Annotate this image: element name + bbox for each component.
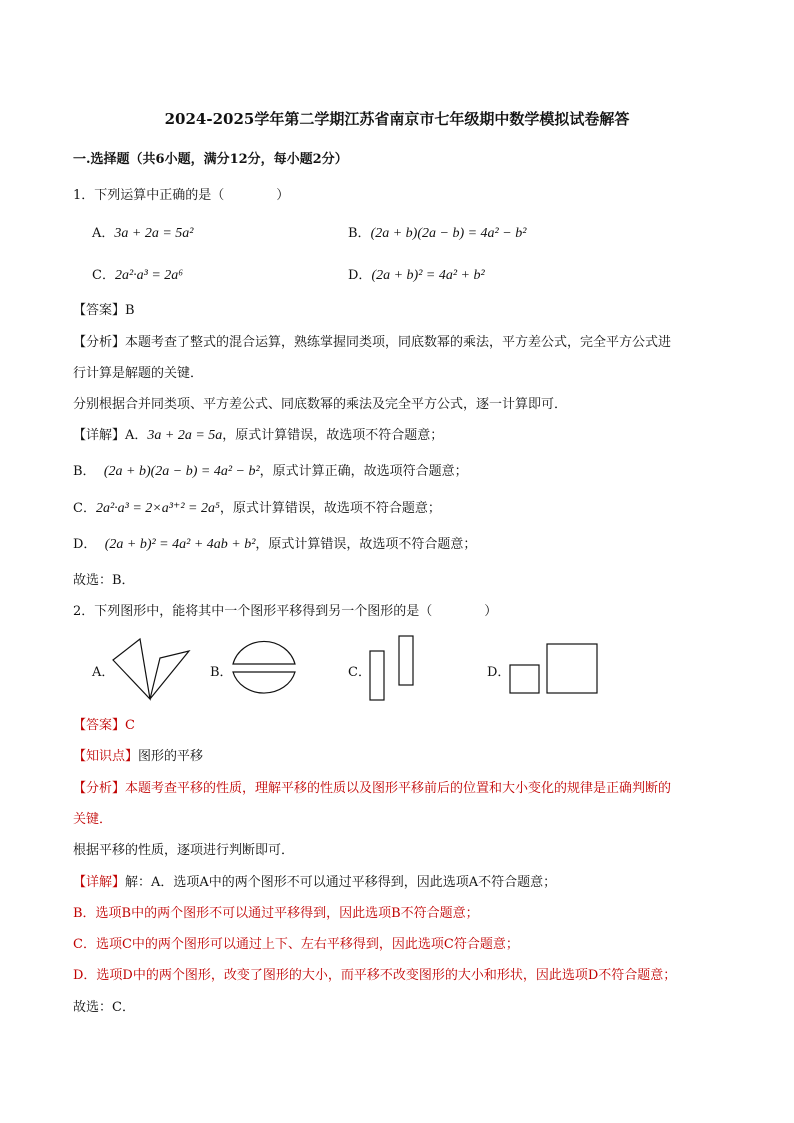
section-heading: 一.选择题（共6小题，满分12分，每小题2分） [73,152,348,167]
q2-analysis-line2: 关键． [73,812,113,827]
page-title: 2024-2025学年第二学期江苏省南京市七年级期中数学模拟试卷解答 [164,110,630,128]
q1-conclusion: 故选：B． [73,573,135,588]
q1-option-a: A．3a + 2a = 5a² [92,226,194,241]
q1-option-c-math: 2a²·a³ = 2a⁶ [114,268,184,283]
q1-answer: 【答案】B [73,303,135,318]
q2-figure-c-label: C． [348,665,371,680]
q1-option-b: B．(2a + b)(2a − b) = 4a² − b² [348,226,527,241]
q2-detail-b: B．选项B中的两个图形不可以通过平移得到，因此选项B不符合题意； [73,906,479,921]
q1-analysis-line3: 分别根据合并同类项、平方差公式、同底数幂的乘法及完全平方公式，逐一计算即可． [73,397,568,412]
q2-figure-d [508,642,600,696]
q1-option-c: C．2a²·a³ = 2a⁶ [92,268,184,283]
q2-analysis-line1: 【分析】本题考查平移的性质，理解平移的性质以及图形平移前后的位置和大小变化的规律是正确判断的 [73,781,672,796]
q2-stem: 2．下列图形中，能将其中一个图形平移得到另一个图形的是（ ） [73,604,498,619]
q1-option-d: D．(2a + b)² = 4a² + b² [348,268,485,283]
q2-answer: 【答案】C [73,718,135,733]
q1-detail-c: C．2a²·a³ = 2×a³⁺² = 2a⁵，原式计算错误，故选项不符合题意； [73,501,441,516]
q2-detail-c: C．选项C中的两个图形可以通过上下、左右平移得到，因此选项C符合题意； [73,937,519,952]
q2-figure-b-label: B． [210,665,233,680]
q1-option-d-math: (2a + b)² = 4a² + b² [371,268,485,283]
q1-detail-d: D． (2a + b)² = 4a² + 4ab + b²，原式计算错误，故选项不符合题意； [73,537,477,552]
q2-figure-d-label: D． [487,665,511,680]
q1-option-b-math: (2a + b)(2a − b) = 4a² − b² [370,226,527,241]
q1-stem: 1．下列运算中正确的是（ ） [73,188,290,203]
q1-analysis-line1: 【分析】本题考查了整式的混合运算，熟练掌握同类项，同底数幂的乘法，平方差公式，完全平方公式进 [73,335,672,350]
q2-figure-a [112,636,192,700]
q1-detail-b: B． (2a + b)(2a − b) = 4a² − b²，原式计算正确，故选项符合题意； [73,464,468,479]
q2-detail-d: D．选项D中的两个图形，改变了图形的大小，而平移不改变图形的大小和形状，因此选项D不符合题意； [73,968,677,983]
q2-detail-a: 【详解】解：A．选项A中的两个图形不可以通过平移得到，因此选项A不符合题意； [73,875,557,890]
q1-detail-a: 【详解】A．3a + 2a = 5a，原式计算错误，故选项不符合题意； [73,428,444,443]
q2-analysis-line3: 根据平移的性质，逐项进行判断即可． [73,843,295,858]
q2-conclusion: 故选：C． [73,1000,135,1015]
q2-knowledge-point: 【知识点】图形的平移 [73,749,204,764]
q2-figure-a-label: A． [92,665,115,680]
q1-analysis-line2: 行计算是解题的关键． [73,366,204,381]
q2-figure-c [368,634,416,702]
q2-figure-b [231,638,297,700]
q1-option-a-math: 3a + 2a = 5a² [114,226,194,241]
